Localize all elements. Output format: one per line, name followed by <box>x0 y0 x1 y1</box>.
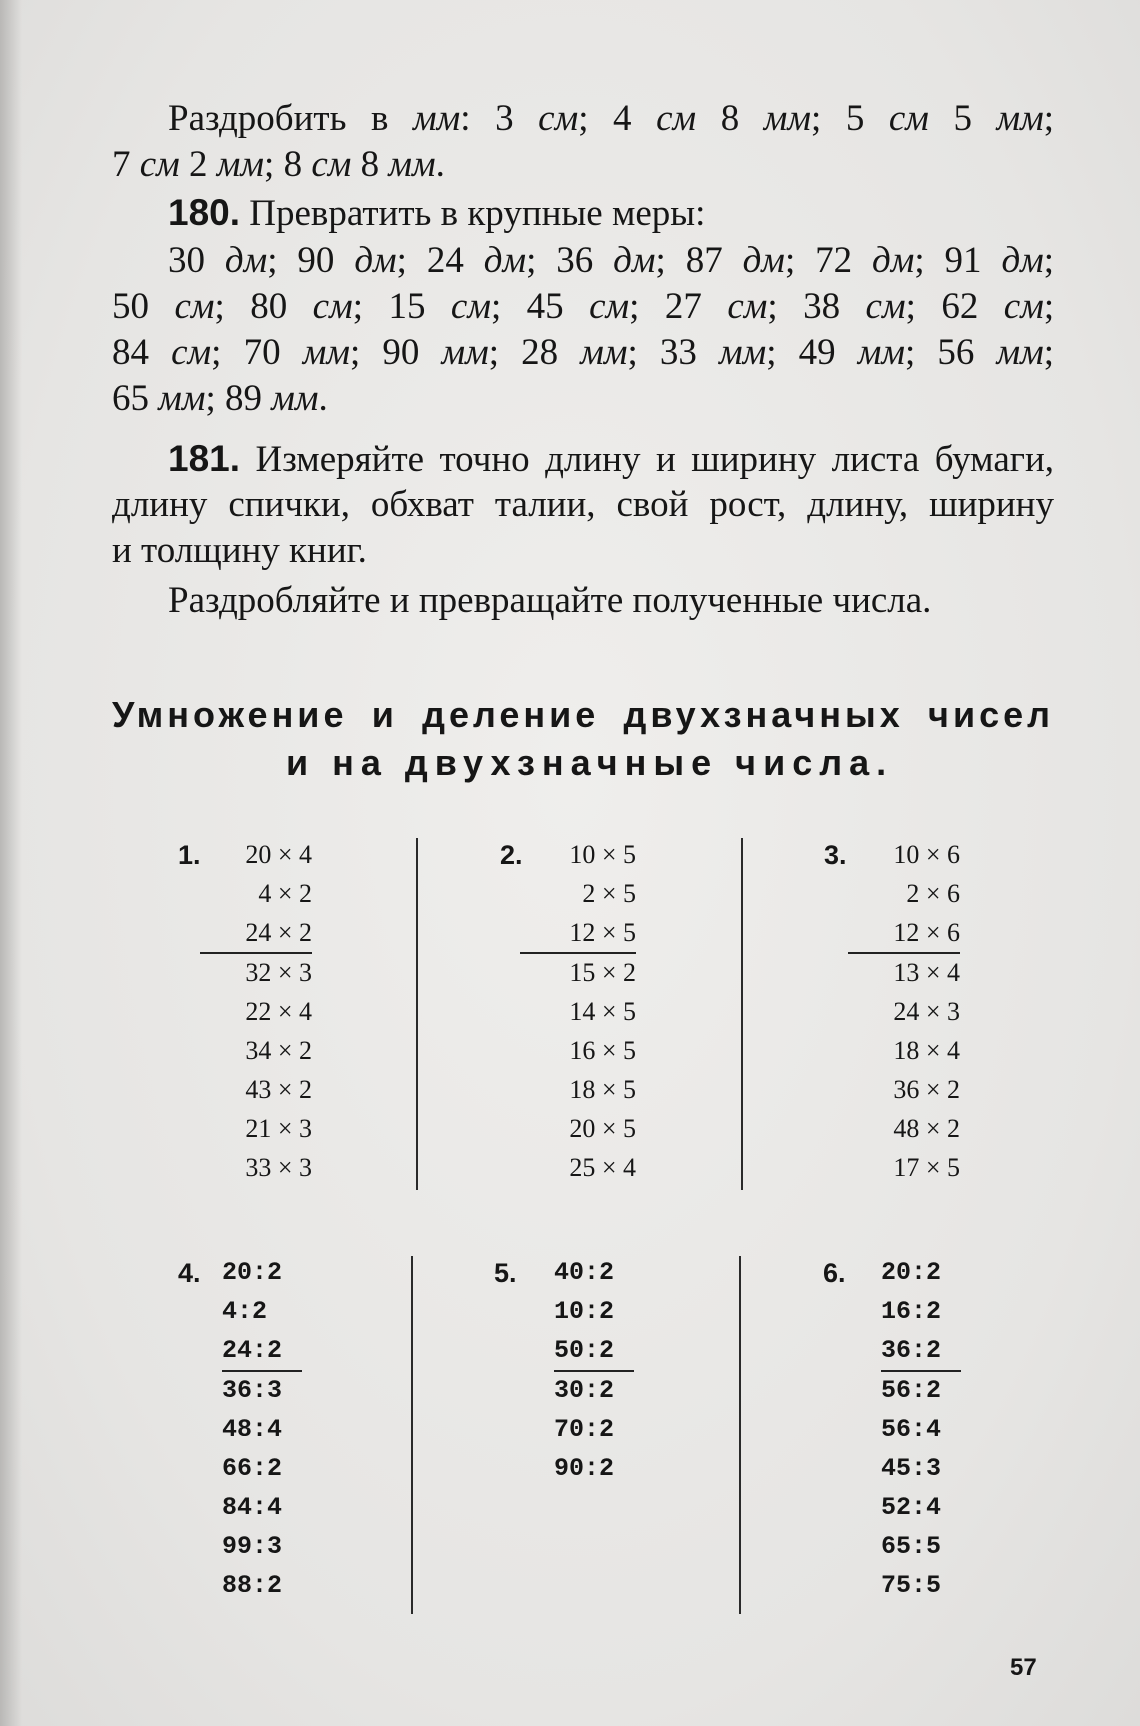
exercise-item: 75:5 <box>881 1571 942 1600</box>
exercise-item: 10 × 6 <box>893 840 960 869</box>
exercise-number: 5. <box>494 1258 517 1288</box>
exercise-181-line-3 <box>112 528 1054 574</box>
unit: см <box>888 98 929 139</box>
exercise-item: 88:2 <box>222 1571 283 1600</box>
exercise-item: 2 × 5 <box>582 879 636 908</box>
unit: см <box>174 286 215 327</box>
exercise-item: 50:2 <box>554 1336 615 1365</box>
exercise-item: 36:3 <box>222 1370 302 1411</box>
exercise-number: 2. <box>500 840 523 870</box>
exercise-item: 30:2 <box>554 1370 634 1411</box>
unit: дм <box>224 240 268 281</box>
exercise-item: 22 × 4 <box>245 997 312 1026</box>
exercise-item: 13 × 4 <box>848 952 960 993</box>
exercise-item: 21 × 3 <box>245 1114 312 1143</box>
exercise-items <box>222 1254 302 1606</box>
unit: мм <box>719 332 767 373</box>
exercise-item: 4 × 2 <box>258 879 312 908</box>
exercise-item: 2 × 6 <box>906 879 960 908</box>
exercise-item: 52:4 <box>881 1493 942 1522</box>
exercise-item: 10:2 <box>554 1297 615 1326</box>
exercise-181-line-4 <box>168 578 1054 624</box>
unit-mm: мм <box>413 98 461 139</box>
exercise-item: 12 × 5 <box>569 918 636 947</box>
unit: дм <box>872 240 915 281</box>
unit: см <box>865 286 906 327</box>
exercise-item: 70:2 <box>554 1415 615 1444</box>
exercise-number: 1. <box>178 840 201 870</box>
unit: см <box>311 144 352 185</box>
exercise-item: 36:2 <box>881 1336 942 1365</box>
unit: см <box>171 332 212 373</box>
unit: мм <box>302 332 350 373</box>
exercise-180-line-4: 65 мм; 89 мм. <box>112 378 328 419</box>
exercise-180-line-1: 30 дм; 90 дм; 24 дм; 36 дм; 87 дм; 72 дм; 91 дм; <box>168 240 1055 281</box>
unit: мм <box>158 378 206 419</box>
exercise-item: 20:2 <box>222 1258 283 1287</box>
exercise-item: 66:2 <box>222 1454 283 1483</box>
unit: мм <box>996 332 1044 373</box>
page-edge-shadow <box>0 0 22 1726</box>
exercise-181-text-4: Раздробляйте и превращайте полученные числа. <box>168 580 932 621</box>
exercise-item: 43 × 2 <box>245 1075 312 1104</box>
unit: см <box>727 286 768 327</box>
exercise-items <box>200 836 312 1188</box>
exercise-181-text-3: и толщину книг. <box>112 530 367 571</box>
unit: дм <box>1001 240 1044 281</box>
exercise-item: 17 × 5 <box>893 1153 960 1182</box>
exercise-item: 12 × 6 <box>893 918 960 947</box>
exercise-item: 56:2 <box>881 1370 961 1411</box>
exercise-item: 15 × 2 <box>520 952 636 993</box>
exercise-181-text-1: Измеряйте точно длину и ширину лиcта бумаги, <box>240 439 1054 480</box>
line1-items: 3 см; 4 см 8 мм; 5 см 5 мм; <box>495 98 1055 139</box>
unit: мм <box>996 98 1044 139</box>
exercise-item: 24 × 2 <box>245 918 312 947</box>
exercise-item: 32 × 3 <box>200 952 312 993</box>
exercise-item: 16 × 5 <box>569 1036 636 1065</box>
unit: мм <box>388 144 436 185</box>
exercise-item: 24 × 3 <box>893 997 960 1026</box>
unit: см <box>139 144 180 185</box>
exercise-item: 56:4 <box>881 1415 942 1444</box>
exercise-number: 4. <box>178 1258 201 1288</box>
exercise-number: 6. <box>823 1258 846 1288</box>
column-divider <box>411 1256 413 1614</box>
page-number: 57 <box>1010 1654 1037 1681</box>
unit: см <box>312 286 353 327</box>
exercise-item: 36 × 2 <box>893 1075 960 1104</box>
exercise-item: 48:4 <box>222 1415 283 1444</box>
exercise-items <box>848 836 960 1188</box>
exercise-items <box>554 1254 634 1489</box>
exercise-item: 18 × 4 <box>893 1036 960 1065</box>
exercise-item: 48 × 2 <box>893 1114 960 1143</box>
exercise-item: 24:2 <box>222 1336 283 1365</box>
unit: см <box>1003 286 1044 327</box>
text-line-1: Раздробить в мм: 3 см; 4 см 8 мм; 5 см 5 мм; <box>168 98 1055 139</box>
intro-text: Раздробить в <box>168 98 414 139</box>
exercise-item: 20 × 5 <box>569 1114 636 1143</box>
unit: см <box>589 286 630 327</box>
exercise-item: 20 × 4 <box>245 840 312 869</box>
unit: см <box>450 286 491 327</box>
unit: дм <box>742 240 785 281</box>
exercise-item: 10 × 5 <box>569 840 636 869</box>
exercise-180-line-2: 50 см; 80 см; 15 см; 45 см; 27 см; 38 см; 62 см; <box>112 286 1055 327</box>
exercise-items <box>520 836 636 1188</box>
column-divider <box>741 838 743 1190</box>
section-heading-line-1: Умножение и деление двухзначных чисел <box>112 694 1054 735</box>
exercise-item: 4:2 <box>222 1297 268 1326</box>
exercise-181-line-1 <box>168 436 1054 483</box>
exercise-180-text: Превратить в крупные меры: <box>240 193 706 234</box>
exercise-number-181: 181. <box>168 438 241 479</box>
unit: см <box>656 98 697 139</box>
exercise-180-title <box>168 190 1054 237</box>
exercise-item: 18 × 5 <box>569 1075 636 1104</box>
exercise-181-text-2: длину спички, обхват талии, свой рост, длину, ширину <box>112 484 1054 525</box>
section-heading-line-2: и на двухзначные числа. <box>286 742 894 783</box>
exercise-item: 65:5 <box>881 1532 942 1561</box>
exercise-item: 20:2 <box>881 1258 942 1287</box>
exercise-180-line-3: 84 см; 70 мм; 90 мм; 28 мм; 33 мм; 49 мм; 56 мм; <box>112 332 1055 373</box>
exercise-items <box>881 1254 961 1606</box>
unit: мм <box>580 332 628 373</box>
exercise-item: 90:2 <box>554 1454 615 1483</box>
unit: мм <box>763 98 811 139</box>
exercise-item: 33 × 3 <box>245 1153 312 1182</box>
exercise-item: 99:3 <box>222 1532 283 1561</box>
text-line-2: 7 см 2 мм; 8 см 8 мм. <box>112 144 445 185</box>
unit: дм <box>354 240 397 281</box>
unit: мм <box>216 144 265 185</box>
exercise-item: 45:3 <box>881 1454 942 1483</box>
exercise-181-line-2 <box>112 482 1054 528</box>
unit: мм <box>857 332 905 373</box>
unit: мм <box>271 378 319 419</box>
exercise-item: 84:4 <box>222 1493 283 1522</box>
unit: мм <box>441 332 489 373</box>
column-divider <box>416 838 418 1190</box>
unit: дм <box>613 240 656 281</box>
exercise-number-180: 180. <box>168 192 241 233</box>
exercise-item: 16:2 <box>881 1297 942 1326</box>
column-divider <box>739 1256 741 1614</box>
exercise-number: 3. <box>824 840 847 870</box>
unit: см <box>538 98 579 139</box>
exercise-item: 34 × 2 <box>245 1036 312 1065</box>
unit: дм <box>483 240 527 281</box>
exercise-item: 14 × 5 <box>569 997 636 1026</box>
exercise-item: 40:2 <box>554 1258 615 1287</box>
exercise-item: 25 × 4 <box>569 1153 636 1182</box>
